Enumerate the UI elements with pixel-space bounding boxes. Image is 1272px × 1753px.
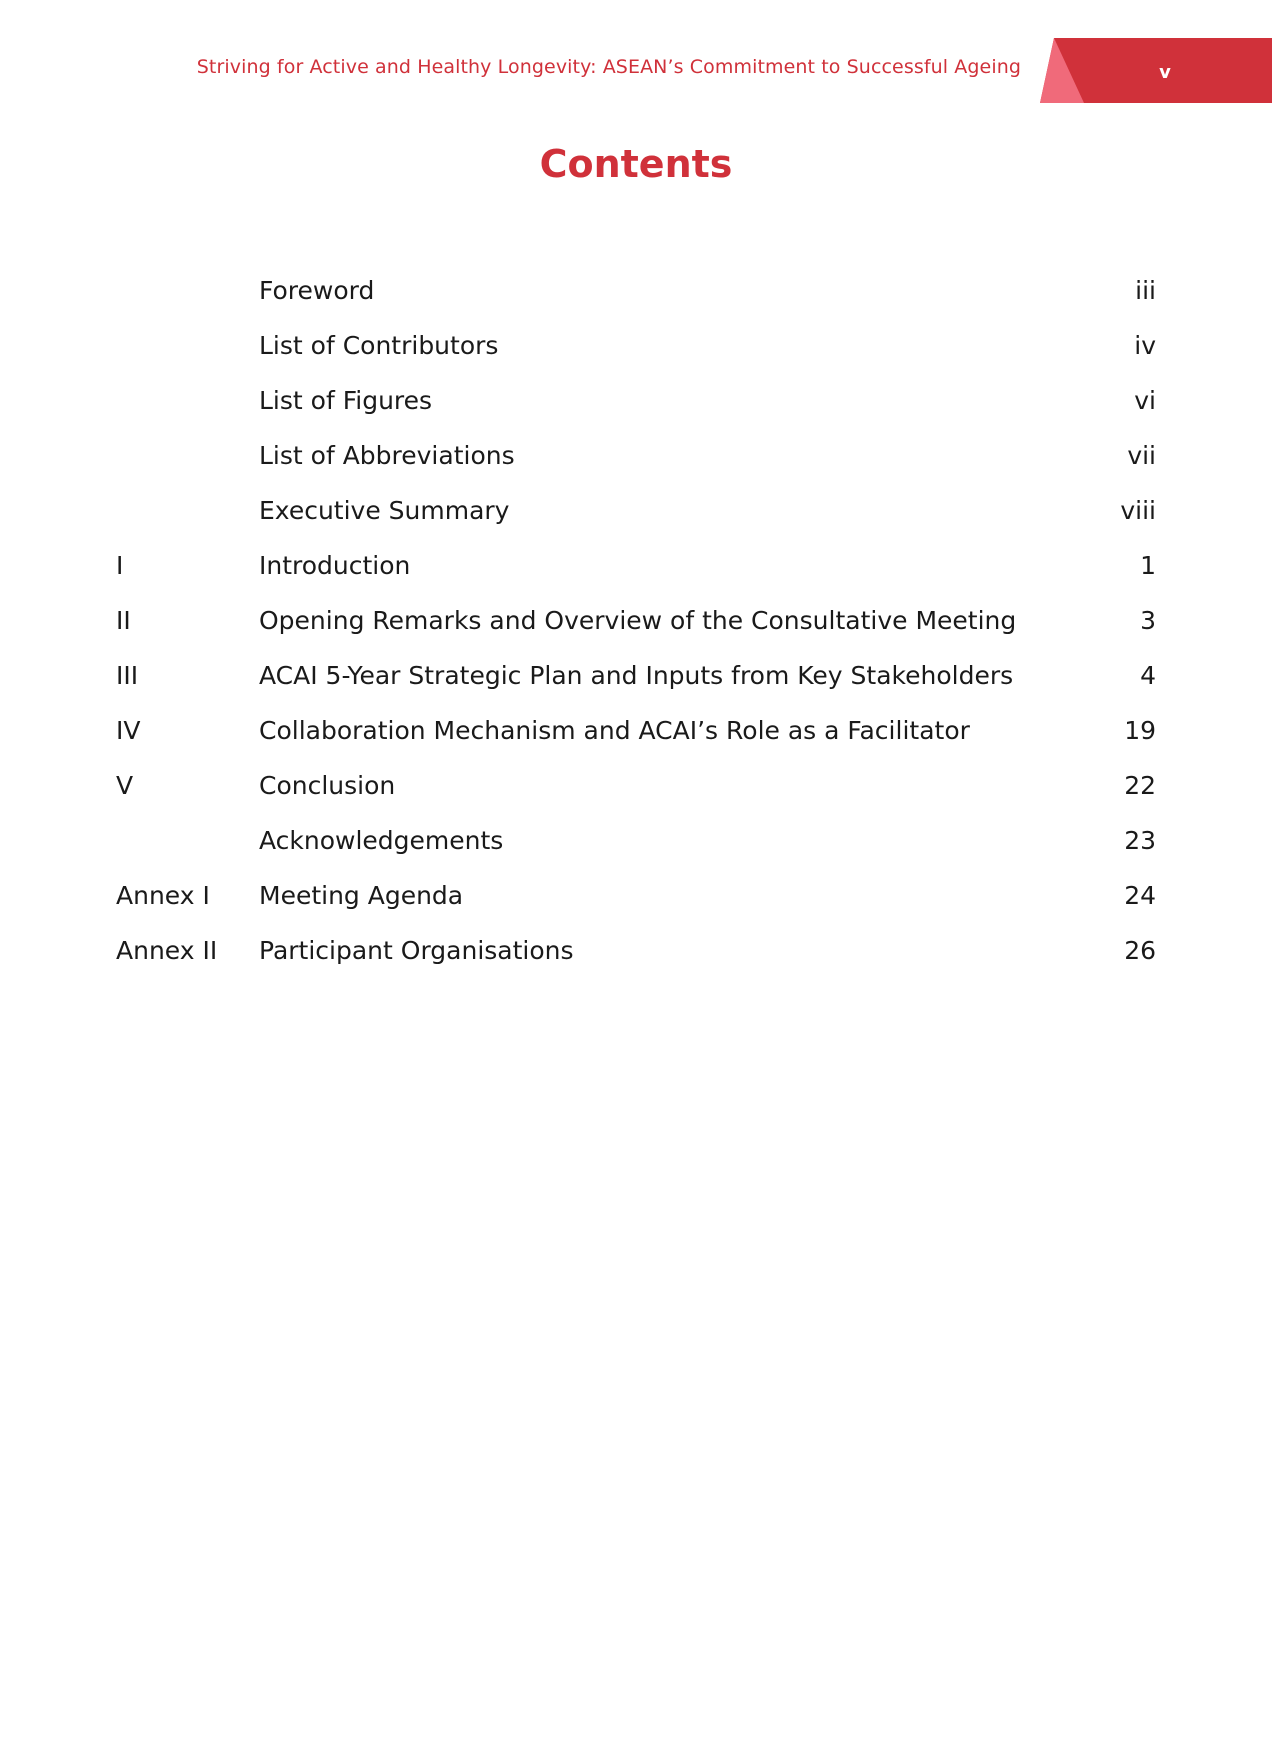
toc-entry-page: 3: [1140, 606, 1156, 635]
toc-entry-participant-organisations[interactable]: [116, 936, 1156, 991]
toc-entry-list-of-abbreviations[interactable]: [116, 441, 1156, 496]
toc-entry-title: List of Contributors: [259, 331, 499, 360]
running-header-title: Striving for Active and Healthy Longevity: ASEAN’s Commitment to Successful Ageing: [196, 56, 1021, 78]
toc-entry-number: III: [116, 661, 139, 690]
toc-entry-title: Executive Summary: [259, 496, 510, 525]
toc-entry-acknowledgements[interactable]: [116, 826, 1156, 881]
toc-entry-collaboration-mechanism[interactable]: [116, 716, 1156, 771]
contents-heading: Contents: [539, 142, 733, 186]
toc-entry-title: List of Abbreviations: [259, 441, 515, 470]
toc-entry-title: Meeting Agenda: [259, 881, 464, 910]
toc-entry-title: Collaboration Mechanism and ACAI’s Role as a Facilitator: [259, 716, 970, 745]
toc-entry-number: II: [116, 606, 131, 635]
toc-entry-page: 19: [1124, 716, 1156, 745]
toc-entry-introduction[interactable]: [116, 551, 1156, 606]
toc-entry-title: Conclusion: [259, 771, 396, 800]
toc-entry-page: 26: [1124, 936, 1156, 965]
toc-entry-list-of-contributors[interactable]: [116, 331, 1156, 386]
toc-entry-title: Acknowledgements: [259, 826, 504, 855]
toc-entry-conclusion[interactable]: [116, 771, 1156, 826]
toc-entry-page: 4: [1140, 661, 1156, 690]
toc-entry-title: Foreword: [259, 276, 375, 305]
toc-entry-page: iii: [1135, 276, 1156, 305]
toc-entry-strategic-plan[interactable]: [116, 661, 1156, 716]
toc-entry-page: vi: [1134, 386, 1156, 415]
toc-entry-page: 24: [1124, 881, 1156, 910]
toc-entry-page: viii: [1120, 496, 1156, 525]
toc-entry-title: ACAI 5-Year Strategic Plan and Inputs from Key Stakeholders: [259, 661, 1014, 690]
toc-entry-number: V: [116, 771, 134, 800]
toc-entry-meeting-agenda[interactable]: [116, 881, 1156, 936]
toc-entry-page: vii: [1127, 441, 1156, 470]
toc-entry-number: IV: [116, 716, 141, 745]
toc-entry-number: I: [116, 551, 124, 580]
toc-entry-opening-remarks[interactable]: [116, 606, 1156, 661]
toc-entry-title: Participant Organisations: [259, 936, 574, 965]
toc-entry-title: List of Figures: [259, 386, 433, 415]
toc-entry-title: Introduction: [259, 551, 411, 580]
toc-entry-executive-summary[interactable]: [116, 496, 1156, 551]
toc-entry-number: Annex II: [116, 936, 218, 965]
toc-entry-page: 1: [1140, 551, 1156, 580]
toc-entry-page: 22: [1124, 771, 1156, 800]
toc-entry-page: 23: [1124, 826, 1156, 855]
toc-entry-page: iv: [1134, 331, 1156, 360]
toc-entry-number: Annex I: [116, 881, 210, 910]
toc-entry-title: Opening Remarks and Overview of the Consultative Meeting: [259, 606, 1017, 635]
table-of-contents: [116, 276, 1156, 991]
toc-entry-foreword[interactable]: [116, 276, 1156, 331]
page-number: v: [1159, 62, 1171, 83]
toc-entry-list-of-figures[interactable]: [116, 386, 1156, 441]
